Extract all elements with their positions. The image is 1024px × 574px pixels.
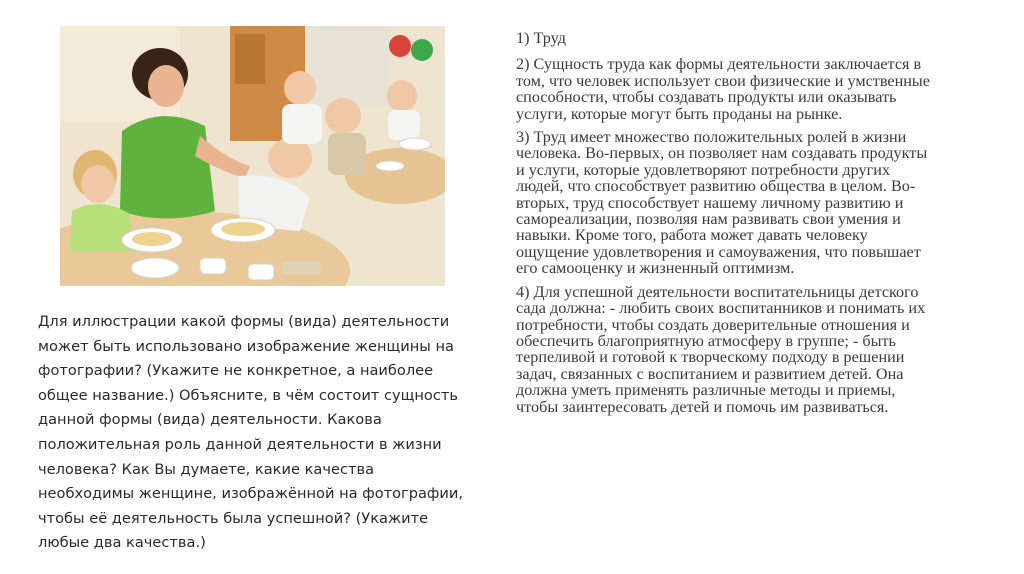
photo-bread [282,262,322,274]
answer-1: 1) Труд [516,29,566,47]
photo-balloon-red [389,35,411,57]
photo-soup2 [221,222,265,236]
answer-4: 4) Для успешной деятельности воспитательницы детского сада должна: - любить своих воспитанников и понимать их потребности, чтобы создать доверительные отношения и обеспечить благоприятную атмосферу в группе; - быть терпеливой и готовой к творческому подходу в решении задач, связанных с воспитанием и развитием детей. Она должна уметь применять различные методы и приемы, чтобы заинтересовать детей и помочь им развиваться. [516,282,926,416]
photo-child4-shirt [328,133,366,175]
photo-child3-face [284,71,316,105]
photo-plate4 [399,138,431,150]
answers-block [516,30,936,422]
photo-cup2 [248,264,274,280]
photo-child5-face [387,80,417,112]
photo-plate3 [131,258,179,278]
photo-child4-face [325,98,361,134]
photo-woman-dress [120,116,215,218]
answer-3: 3) Труд имеет множество положительных ролей в жизни человека. Во-первых, он позволяет нам создавать продукты и услуги, которые удовлетворяют потребности других людей, что способствует развитию общества в целом. Во-вторых, труд способствует нашему личному развитию и самореализации, позволяя нам развивать свои умения и навыки. Кроме того, работа может давать человеку ощущение удовлетворения и самоуважения, что повышает его самооценку и жизненный оптимизм. [516,128,928,278]
photo-child1-shirt [70,204,132,251]
photo-plate5 [376,161,404,171]
photo-illustration [60,26,445,286]
photo-radiator [310,26,390,106]
photo-cabinet-door [235,34,265,84]
photo-woman-face [148,65,184,107]
answer-2: 2) Сущность труда как формы деятельности заключается в том, что человек использует свои физические и умственные способности, чтобы создавать продукты или оказывать услуги, которые могут быть проданы на рынке. [516,55,930,123]
photo-child3-bib [282,104,322,144]
photo-soup1 [132,232,172,246]
photo-child5-bib [388,110,420,140]
photo-cup1 [200,258,226,274]
photo-child1-face [81,165,115,203]
photo-balloon-green [411,39,433,61]
question-text: Для иллюстрации какой формы (вида) деятельности может быть использовано изображение женщины на фотографии? (Укажите не конкретное, а наиболее общее название.) Объясните, в чём состоит сущность данной формы (вида) деятельности. Какова положительная роль данной деятельности в жизни человека? Как Вы думаете, какие качества необходимы женщине, изображённой на фотографии, чтобы её деятельность была успешной? (Укажите любые два качества.) [38,313,464,552]
kindergarten-photo [60,26,445,286]
